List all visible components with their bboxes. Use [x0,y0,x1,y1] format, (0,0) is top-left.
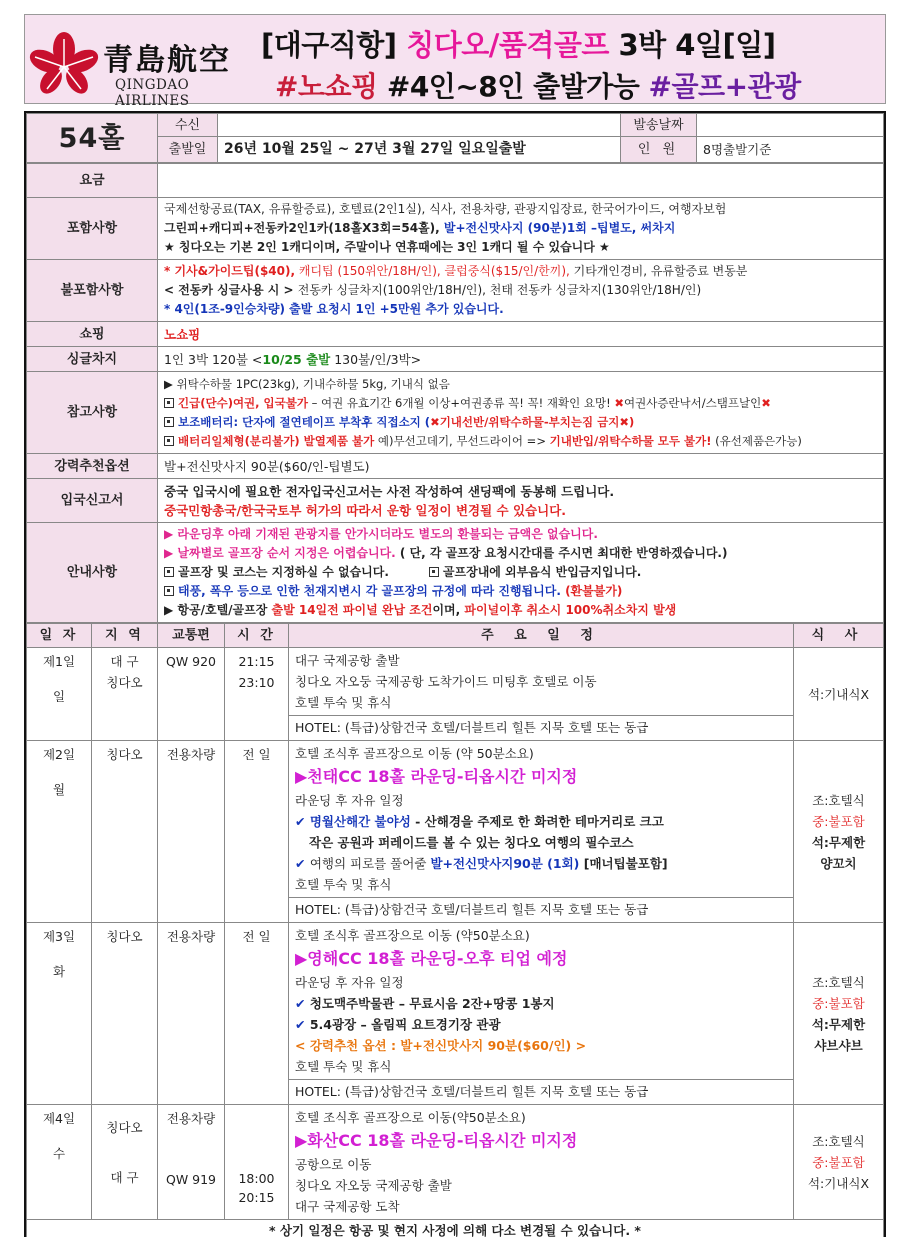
meal-cell [794,741,884,923]
schedule-line: 칭다오 자오둥 국제공항 도착가이드 미팅후 호텔로 이동 [295,674,597,689]
meal-breakfast: 조:호텔식 [812,1133,865,1149]
checkbox-icon [164,586,174,596]
meal-lunch: 중:불포함 [812,1154,865,1170]
departure-label: 출발일 [158,137,218,163]
detail-table [26,163,884,623]
exclusions-caddie-tips: 캐디팁 (150위안/18H/인), 클럽중식($15/인/한끼), [295,264,570,278]
sight-desc: 작은 공원과 퍼레이드를 볼 수 있는 칭다오 여행의 필수코스 [309,835,634,850]
guide-order: ▶ 날짜별로 골프장 순서 지정은 어렵습니다. [164,546,396,560]
entry-form-label: 입국신고서 [27,479,158,523]
checkbox-icon [429,567,439,577]
exclusions-line-2 [164,281,877,300]
option-label: 강력추천옵션 [27,454,158,479]
meal-dinner-menu: 양꼬치 [820,855,857,871]
itinerary-header [27,624,884,648]
checkbox-icon [164,398,174,408]
time: 18:00 [238,1171,275,1186]
fee-label: 요금 [27,164,158,198]
sight-name: 명월산해간 불야성 [309,814,411,829]
schedule-line [295,993,787,1014]
region: 칭다오 [106,1120,143,1135]
massage-tip: [매너팁불포함] [579,856,668,871]
airline-logo [25,15,257,109]
product-sheet [24,111,886,1237]
send-date-value [697,114,884,137]
notes-battery-text: 보조배터리: 단자에 절연테이프 부착후 직접소지 ( [178,414,431,429]
meal-cell [794,648,884,741]
check-icon: ✔ [295,996,310,1011]
sight-may-fourth-square: 5.4광장 – 올림픽 요트경기장 관광 [309,1017,501,1032]
tag-no-shopping: #노쇼핑 [275,70,378,103]
golf-round: ▶천태CC 18홀 라운딩-티옵시간 미지정 [295,767,578,786]
recipient-value [218,114,621,137]
meal-dinner-menu: 샤브샤브 [814,1037,863,1053]
schedule-line: 호텔 조식후 골프장으로 이동(약50분소요) [295,1110,526,1125]
schedule-line [295,1014,787,1035]
day-weekday: 월 [52,782,66,797]
meal-breakfast: 조:호텔식 [812,792,865,808]
schedule-line: 대구 국제공항 도착 [295,1199,400,1214]
time: 21:15 [238,654,275,669]
schedule-line: 호텔 조식후 골프장으로 이동 (약 50분소요) [295,746,534,761]
day-weekday: 일 [52,689,66,704]
logo-chinese-text: 青島航空 [103,43,231,78]
checkbox-icon [164,436,174,446]
inclusions-massage: 발+전신맛사지 (90분)1회 –팁별도, 써차지 [443,221,676,235]
time-cell [225,648,289,741]
guide-line-4 [164,582,877,601]
entry-form-value [158,479,884,523]
shopping-value: 노쇼핑 [158,322,884,347]
shopping-label: 쇼핑 [27,322,158,347]
schedule-line: 호텔 투숙 및 휴식 [295,877,392,892]
guide-payment-deadline: 출발 14일전 파이널 완납 조건 [271,603,433,617]
headline-2 [275,65,801,105]
day-cell [27,741,92,923]
guide-line-2 [164,544,877,563]
transport-cell: QW 920 [158,648,225,741]
transport-cell: 전용차량 [158,923,225,1105]
meal-cell [794,923,884,1105]
schedule-line: 호텔 투숙 및 휴식 [295,695,392,710]
golf-round: ▶영해CC 18홀 라운딩-오후 티업 예정 [295,949,568,968]
schedule-line: 공항으로 이동 [295,1157,372,1172]
send-date-label: 발송날짜 [621,114,697,137]
notes-heating-example: 예)무선고데기, 무선드라이어 => [374,433,550,448]
notes-baggage: ▶ 위탁수하물 1PC(23kg), 기내수하물 5kg, 기내식 없음 [164,376,450,391]
x-mark-icon: ✖ [619,414,629,429]
notes-passport [164,394,877,413]
info-table [26,113,884,163]
meal-cell [794,1105,884,1220]
day-cell [27,923,92,1105]
headline-route: [대구직항] [261,28,397,62]
time-cell: 전 일 [225,923,289,1105]
schedule-line: 칭다오 자오둥 국제공항 출발 [295,1178,452,1193]
headline-destination: 칭다오/품격골프 [406,28,609,62]
guide-label: 안내사항 [27,523,158,623]
notes-heating-warning: 배터리일체형(분리불가) 발열제품 불가 [178,433,375,448]
schedule-cell [289,741,794,923]
meal-dinner: 석:기내식X [807,686,870,702]
single-charge-amount: 130불/인/3박> [330,351,422,367]
check-icon: ✔ [295,814,310,829]
meal-dinner: 석:무제한 [811,1016,866,1032]
notes-heating-forbidden: 기내반입/위탁수하물 모두 불가! [549,433,712,448]
itinerary-day-4 [27,1105,884,1220]
notes-label: 참고사항 [27,372,158,454]
inclusions-line-2 [164,219,877,238]
massage-text: 여행의 피로를 풀어줄 [309,856,431,871]
golf-round: ▶화산CC 18홀 라운딩-티옵시간 미지정 [295,1131,578,1150]
document-page [24,14,886,1237]
headline-1 [261,23,776,64]
exclusions-value [158,260,884,322]
day-weekday: 수 [52,1146,66,1161]
people-value: 8명출발기준 [697,137,884,163]
region: 대 구 [110,1170,139,1185]
region-cell [92,648,158,741]
col-region: 지 역 [92,624,158,648]
guide-line-1: ▶ 라운딩후 아래 기재된 관광지를 안가시더라도 별도의 환불되는 금액은 없습니다. [164,527,598,541]
departure-dates: 26년 10월 25일 ~ 27년 3월 27일 일요일출발 [218,137,621,163]
azalea-flower-icon [29,31,99,95]
day-number: 제2일 [42,747,76,762]
guide-payment: ▶ 항공/호텔/골프장 [164,603,272,617]
day-number: 제1일 [42,654,76,669]
people-label: 인 원 [621,137,697,163]
transport-cell: 전용차량 [158,741,225,923]
notes-passport-warning: 긴급(단수)여권, 입국불가 [178,395,308,410]
region-cell: 칭다오 [92,741,158,923]
sight-desc: - 산해경을 주제로 한 화려한 테마거리로 크고 [410,814,664,829]
col-day: 일 자 [27,624,92,648]
time: 23:10 [238,675,275,690]
massage-included: 발+전신맛사지90분 (1회) [430,856,580,871]
header-banner [24,14,886,109]
schedule-cell [289,1105,794,1220]
meal-lunch: 중:불포함 [812,995,865,1011]
guide-food: 골프장내에 외부음식 반입금지입니다. [442,565,642,579]
notes-heating-devices [164,432,877,451]
guide-weather: 태풍, 폭우 등으로 인한 천재지변시 각 골프장의 규정에 따라 진행됩니다. [178,584,561,598]
entry-form-line-2: 중국민항총국/한국국토부 허가의 따라서 운항 일정이 변경될 수 있습니다. [164,502,567,518]
tag-group-size: #4인~8인 출발가능 [386,70,640,103]
inclusions-label: 포함사항 [27,198,158,260]
guide-cancel-charge: 파이널이후 취소시 100%취소차지 발생 [464,603,677,617]
x-mark-icon: ✖ [614,395,624,410]
check-icon: ✔ [295,856,310,871]
logo-english-text: QINGDAO AIRLINES [115,77,190,109]
exclusions-small-group-note: * 4인(1조-9인승차량) 출발 요청시 1인 +5만원 추가 있습니다. [164,302,504,316]
course-holes: 54홀 [27,114,158,163]
hotel-line: HOTEL: (특급)상함건국 호텔/더블트리 힐튼 지묵 호텔 또는 동급 [289,897,793,920]
itinerary-day-2 [27,741,884,923]
guide-payment-join: 이며, [432,603,465,617]
guide-value [158,523,884,623]
notes-battery [164,413,877,432]
transport: 전용차량 [166,1111,216,1126]
day-weekday: 화 [52,964,66,979]
headline-duration: 3박 4일[일] [618,28,776,62]
col-schedule: 주 요 일 정 [289,624,794,648]
day-cell [27,648,92,741]
single-charge-label: 싱글차지 [27,347,158,372]
time: 20:15 [238,1190,275,1205]
region-cell [92,1105,158,1220]
time-cell: 전 일 [225,741,289,923]
guide-line-3 [164,563,877,582]
region-cell: 칭다오 [92,923,158,1105]
single-charge-value [158,347,884,372]
itinerary-table [26,623,884,1237]
entry-form-line-1: 중국 입국시에 필요한 전자입국신고서는 사전 작성하여 샌딩팩에 동봉해 드립니다. [164,483,615,499]
meal-dinner: 석:기내식X [807,1175,870,1191]
single-charge-base: 1인 3박 120불 < [164,351,263,367]
notes-heating-allowed: (유선제품은가능) [711,433,802,448]
hotel-line: HOTEL: (특급)상함건국 호텔/더블트리 힐튼 지묵 호텔 또는 동급 [289,1079,793,1102]
schedule-line: 라운딩 후 자유 일정 [295,793,404,808]
notes-passport-text: – 여권 유효기간 6개월 이상+여권종류 꼭! 꼭! 재확인 요망! [307,395,615,410]
x-mark-icon: ✖ [761,395,771,410]
time-cell [225,1105,289,1220]
region: 칭다오 [106,675,143,690]
schedule-line: 대구 국제공항 출발 [295,653,400,668]
exclusions-tips: * 기사&가이드팁($40), [164,264,296,278]
exclusions-line-1 [164,262,877,281]
hotel-line: HOTEL: (특급)상함건국 호텔/더블트리 힐튼 지묵 호텔 또는 동급 [289,715,793,738]
exclusions-other: 기타개인경비, 유류할증료 변동분 [569,264,748,278]
inclusions-caddie-note: ★ 칭다오는 기본 2인 1캐디이며, 주말이나 연휴때에는 3인 1캐디 될 수 있습니다 ★ [164,240,610,254]
recommended-option: < 강력추천 옵션 : 발+전신맛사지 90분($60/인) > [295,1038,587,1053]
exclusions-cart-charges: 전동카 싱글차지(100위안/18H/인), 천태 전동카 싱글차지(130위안/18H/인) [297,283,702,297]
schedule-line: 라운딩 후 자유 일정 [295,975,404,990]
fee-value [158,164,884,198]
recipient-label: 수신 [158,114,218,137]
exclusions-cart-heading: < 전동카 싱글사용 시 > [164,283,298,297]
single-charge-date: 10/25 출발 [262,351,331,367]
sight-brewery: 청도맥주박물관 – 무료시음 2잔+땅콩 1봉지 [309,996,555,1011]
day-number: 제4일 [42,1111,76,1126]
inclusions-line-1: 국제선항공료(TAX, 유류할증료), 호텔료(2인1실), 식사, 전용차량, 관광지입장료, 한국어가이드, 여행자보험 [164,202,727,216]
col-transport: 교통편 [158,624,225,648]
footer-note: * 상기 일정은 항공 및 현지 사정에 의해 다소 변경될 수 있습니다. * [27,1220,884,1237]
exclusions-label: 불포함사항 [27,260,158,322]
schedule-line: 호텔 조식후 골프장으로 이동 (약50분소요) [295,928,530,943]
option-value: 발+전신맛사지 90분($60/인-팁별도) [158,454,884,479]
day-number: 제3일 [42,929,76,944]
meal-breakfast: 조:호텔식 [812,974,865,990]
notes-value [158,372,884,454]
col-time: 시 간 [225,624,289,648]
schedule-line [295,853,787,874]
tag-golf-tour: #골프+관광 [648,70,801,103]
transport: QW 919 [165,1172,217,1187]
meal-lunch: 중:불포함 [812,813,865,829]
guide-order-note: ( 단, 각 골프장 요청시간대를 주시면 최대한 반영하겠습니다.) [395,546,728,560]
inclusions-value [158,198,884,260]
transport-cell [158,1105,225,1220]
schedule-line [295,811,787,832]
x-mark-icon: ✖ [430,414,440,429]
schedule-line: 호텔 투숙 및 휴식 [295,1059,392,1074]
notes-battery-close: ) [628,414,635,429]
itinerary-day-1 [27,648,884,741]
inclusions-golf: 그린피+캐디피+전동카2인1카(18홀X3회=54홀), [164,221,444,235]
checkbox-icon [164,567,174,577]
schedule-cell [289,648,794,741]
notes-battery-forbidden: 기내선반/위탁수하물-부치는짐 금지 [439,414,620,429]
notes-passport-stamp: 여권사증란낙서/스탬프날인 [624,395,762,410]
day-cell [27,1105,92,1220]
guide-course: 골프장 및 코스는 지정하실 수 없습니다. [178,565,389,579]
check-icon: ✔ [295,1017,310,1032]
meal-dinner: 석:무제한 [811,834,866,850]
col-meal: 식 사 [794,624,884,648]
schedule-cell [289,923,794,1105]
guide-line-5 [164,601,877,620]
itinerary-day-3 [27,923,884,1105]
region: 대 구 [110,654,139,669]
checkbox-icon [164,417,174,427]
guide-no-refund: (환불불가) [560,584,623,598]
